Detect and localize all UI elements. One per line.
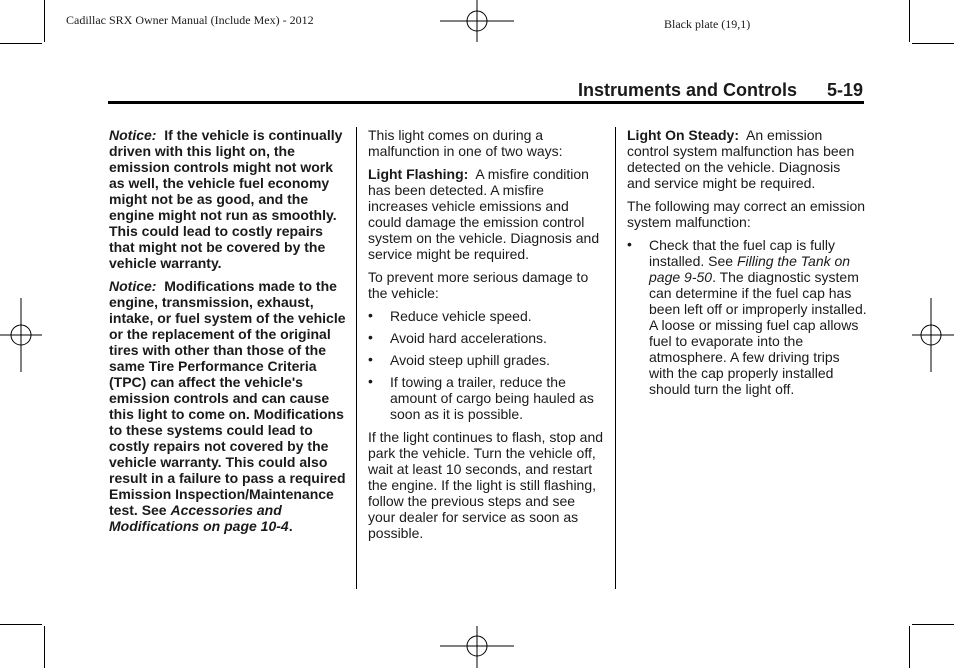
- continue-paragraph: If the light continues to flash, stop and park the vehicle. Turn the vehicle off, wait at least 10 seconds, and restart the engine. If the light is still flashing, follow the previous steps and see your dealer for service as soon as possible.: [368, 429, 604, 541]
- bullet-post: . The diagnostic system can determine if the fuel cap has been left off or improperly installed. A loose or missing fuel cap allows fuel to evaporate into the atmosphere. A few driving trips with the cap properly installed should turn the light off.: [649, 269, 867, 397]
- flashing-paragraph: [368, 166, 606, 262]
- registration-mark-bottom-icon: [440, 624, 514, 668]
- following-paragraph: The following may correct an emission system malfunction:: [627, 198, 866, 230]
- see-suffix: .: [288, 518, 293, 534]
- notice-text: If the vehicle is continually driven with this light on, the emission controls might not work as well, the vehicle fuel economy might not be as good, and the engine might not run as smoothly. This could lead to costly repairs that might not be covered by the vehicle warranty.: [109, 127, 343, 271]
- steady-label: Light On Steady:: [627, 127, 739, 143]
- column-right: [627, 127, 867, 404]
- page-number: 5-19: [826, 80, 863, 100]
- steady-text: An emission control system malfunction has been detected on the vehicle. Diagnosis and service might be required.: [627, 127, 855, 191]
- crop-mark-br-h: [912, 624, 954, 625]
- notice-paragraph: [109, 127, 349, 271]
- cross-reference-link[interactable]: Filling the Tank on page 9-50: [649, 253, 851, 285]
- see-prefix: See: [141, 502, 167, 518]
- crop-mark-tl-h: [0, 43, 42, 44]
- list-item: [627, 237, 867, 397]
- list-item: • Avoid hard accelerations.: [368, 330, 606, 346]
- notice-text: Modifications made to the engine, transmission, exhaust, intake, or fuel system of the vehicle or the replacement of the original tires with other than those of the same Tire Performance Criteria (TPC) can affect the vehicle's emission controls and can cause this light to come on. Modifications to these systems could lead to costly repairs not covered by the vehicle warranty. This could also result in a failure to pass a required Emission Inspection/Maintenance test.: [109, 278, 346, 518]
- registration-mark-left-icon: [0, 298, 44, 372]
- crop-mark-bl-h: [0, 624, 42, 625]
- flashing-label: Light Flashing:: [368, 166, 469, 182]
- plate-label: Black plate (19,1): [664, 17, 751, 31]
- column-left: [109, 127, 349, 541]
- crop-mark-tl-v: [44, 0, 45, 42]
- header-rule: [108, 101, 864, 104]
- list-item: • If towing a trailer, reduce the amount of cargo being hauled as soon as it is possible.: [368, 374, 606, 422]
- intro-paragraph: This light comes on during a malfunction in one of two ways:: [368, 127, 563, 159]
- steady-paragraph: [627, 127, 867, 191]
- column-middle: [368, 127, 606, 548]
- flashing-text: A misfire condition has been detected. A misfire increases vehicle emissions and could damage the emission control system on the vehicle. Diagnosis and service might be required.: [368, 166, 600, 262]
- crop-mark-tr-h: [912, 43, 954, 44]
- list-item: • Avoid steep uphill grades.: [368, 352, 606, 368]
- section-header: [578, 80, 863, 101]
- notice-paragraph: [109, 278, 349, 534]
- correction-list: [627, 237, 867, 397]
- cross-reference-link[interactable]: Accessories and Modifications on page 10-4: [109, 502, 289, 534]
- crop-mark-bl-v: [44, 626, 45, 668]
- precaution-list: [368, 308, 606, 422]
- bullet-pre: Check that the fuel cap is fully installed. See: [649, 237, 835, 269]
- column-divider: [615, 127, 616, 589]
- crop-mark-br-v: [909, 626, 910, 668]
- prevent-paragraph: To prevent more serious damage to the vehicle:: [368, 269, 589, 301]
- list-item: • Reduce vehicle speed.: [368, 308, 606, 324]
- crop-mark-tr-v: [909, 0, 910, 42]
- registration-mark-top-icon: [440, 0, 514, 44]
- notice-label: Notice:: [109, 278, 157, 294]
- document-title: Cadillac SRX Owner Manual (Include Mex) - 2012: [66, 13, 314, 27]
- column-divider: [356, 127, 357, 589]
- notice-label: Notice:: [109, 127, 157, 143]
- section-title: Instruments and Controls: [577, 80, 797, 100]
- registration-mark-right-icon: [910, 298, 954, 372]
